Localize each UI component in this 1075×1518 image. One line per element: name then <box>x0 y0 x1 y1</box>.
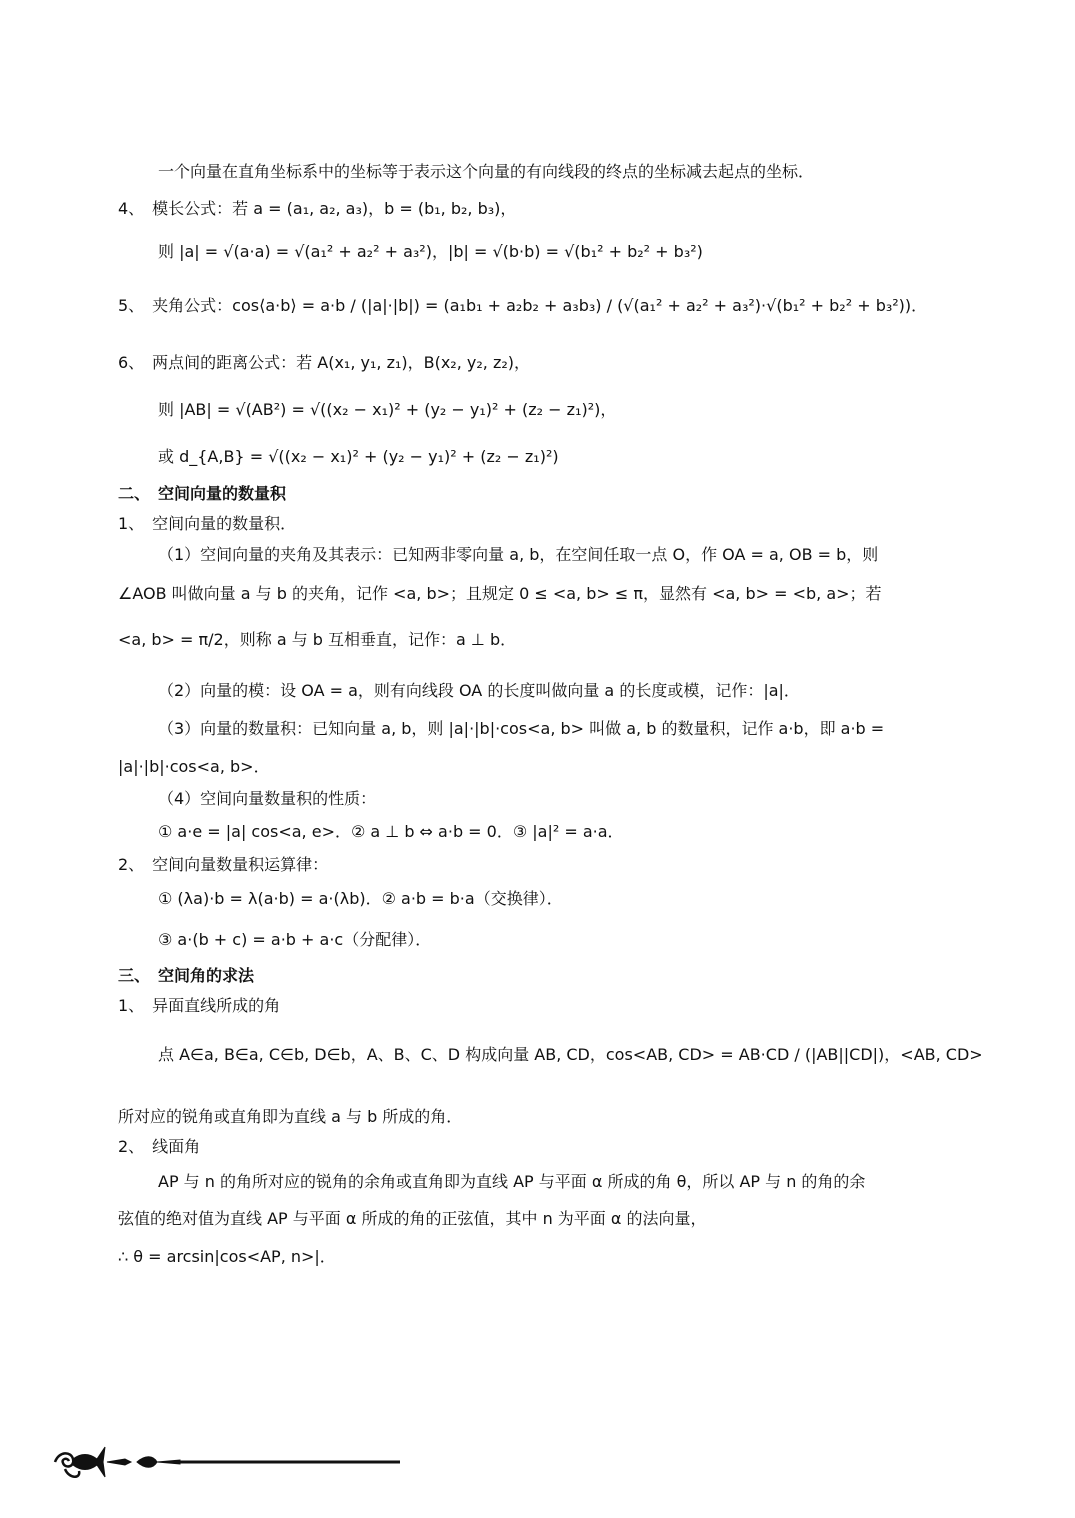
footer-ornament-icon <box>45 1437 405 1487</box>
text-line-distance-formula: 6、 两点间的距离公式：若 A(x₁, y₁, z₁)，B(x₂, y₂, z₂)， <box>118 353 531 372</box>
text-line-skew-lines: 点 A∈a, B∈a, C∈b, D∈b，A、B、C、D 构成向量 AB, CD，cos<AB, CD> = AB·CD / (|AB||CD|)，<AB, CD> <box>158 1045 983 1064</box>
text-line-perpendicular: <a, b> = π/2，则称 a 与 b 互相垂直，记作：a ⊥ b． <box>118 630 517 649</box>
text-line-modulus-result: 则 |a| = √(a·a) = √(a₁² + a₂² + a₃²)，|b| = √(b·b) = √(b₁² + b₂² + b₃²) <box>158 242 703 261</box>
text-line-angle-formula: 5、 夹角公式：cos⟨a·b⟩ = a·b / (|a|·|b|) = (a₁b₁ + a₂b₂ + a₃b₃) / (√(a₁² + a₂² + a₃²)·√(b₁² + b₂² + b₃²))． <box>118 296 928 315</box>
text-line-dot-product: （3）向量的数量积：已知向量 a, b，则 |a|·|b|·cos<a, b> 叫做 a, b 的数量积，记作 a·b，即 a·b = <box>158 719 885 738</box>
text-line-angle-notation: ∠AOB 叫做向量 a 与 b 的夹角，记作 <a, b>；且规定 0 ≤ <a, b> ≤ π，显然有 <a, b> = <b, a>；若 <box>118 584 882 603</box>
text-line-properties: ① a·e = |a| cos<a, e>．② a ⊥ b ⇔ a·b = 0．③ |a|² = a·a． <box>158 822 624 841</box>
text-line-distance-result: 则 |AB| = √(AB²) = √((x₂ − x₁)² + (y₂ − y₁)² + (z₂ − z₁)²)， <box>158 400 617 419</box>
text-line-distance-alt: 或 d_{A,B} = √((x₂ − x₁)² + (y₂ − y₁)² + (z₂ − z₁)²) <box>158 447 559 466</box>
section-heading-2: 二、 空间向量的数量积 <box>118 484 287 503</box>
text-line-arcsin-formula: ∴ θ = arcsin|cos<AP, n>|． <box>118 1247 336 1266</box>
text-line-modulus-formula: 4、 模长公式：若 a = (a₁, a₂, a₃)，b = (b₁, b₂, b₃)， <box>118 199 517 218</box>
text-line-laws-1: ① (λa)·b = λ(a·b) = a·(λb)．② a·b = b·a（交换律）． <box>158 889 563 908</box>
text-line-line-plane-angle-cont: 弦值的绝对值为直线 AP 与平面 α 所成的角的正弦值，其中 n 为平面 α 的法向量， <box>118 1209 707 1228</box>
text-line-dot-product-cont: |a|·|b|·cos<a, b>． <box>118 757 270 776</box>
subsection-heading-2-1: 1、 空间向量的数量积． <box>118 514 297 533</box>
subsection-heading-2-2: 2、 空间向量数量积运算律： <box>118 855 329 874</box>
text-line-line-plane-angle: AP 与 n 的角所对应的锐角的余角或直角即为直线 AP 与平面 α 所成的角 θ，所以 AP 与 n 的角的余 <box>158 1172 866 1191</box>
text-line-laws-2: ③ a·(b + c) = a·b + a·c（分配律）． <box>158 930 432 949</box>
text-line-angle-definition: （1）空间向量的夹角及其表示：已知两非零向量 a, b，在空间任取一点 O，作 OA = a, OB = b，则 <box>158 545 879 564</box>
subsection-heading-3-2: 2、 线面角 <box>118 1137 201 1156</box>
text-line-properties-heading: （4）空间向量数量积的性质： <box>158 789 377 808</box>
text-line-1: 一个向量在直角坐标系中的坐标等于表示这个向量的有向线段的终点的坐标减去起点的坐标． <box>158 162 815 181</box>
text-line-skew-lines-cont: 所对应的锐角或直角即为直线 a 与 b 所成的角． <box>118 1107 463 1126</box>
subsection-heading-3-1: 1、 异面直线所成的角 <box>118 996 281 1015</box>
text-line-vector-modulus: （2）向量的模：设 OA = a，则有向线段 OA 的长度叫做向量 a 的长度或模，记作：|a|． <box>158 681 800 700</box>
section-heading-3: 三、 空间角的求法 <box>118 966 255 985</box>
